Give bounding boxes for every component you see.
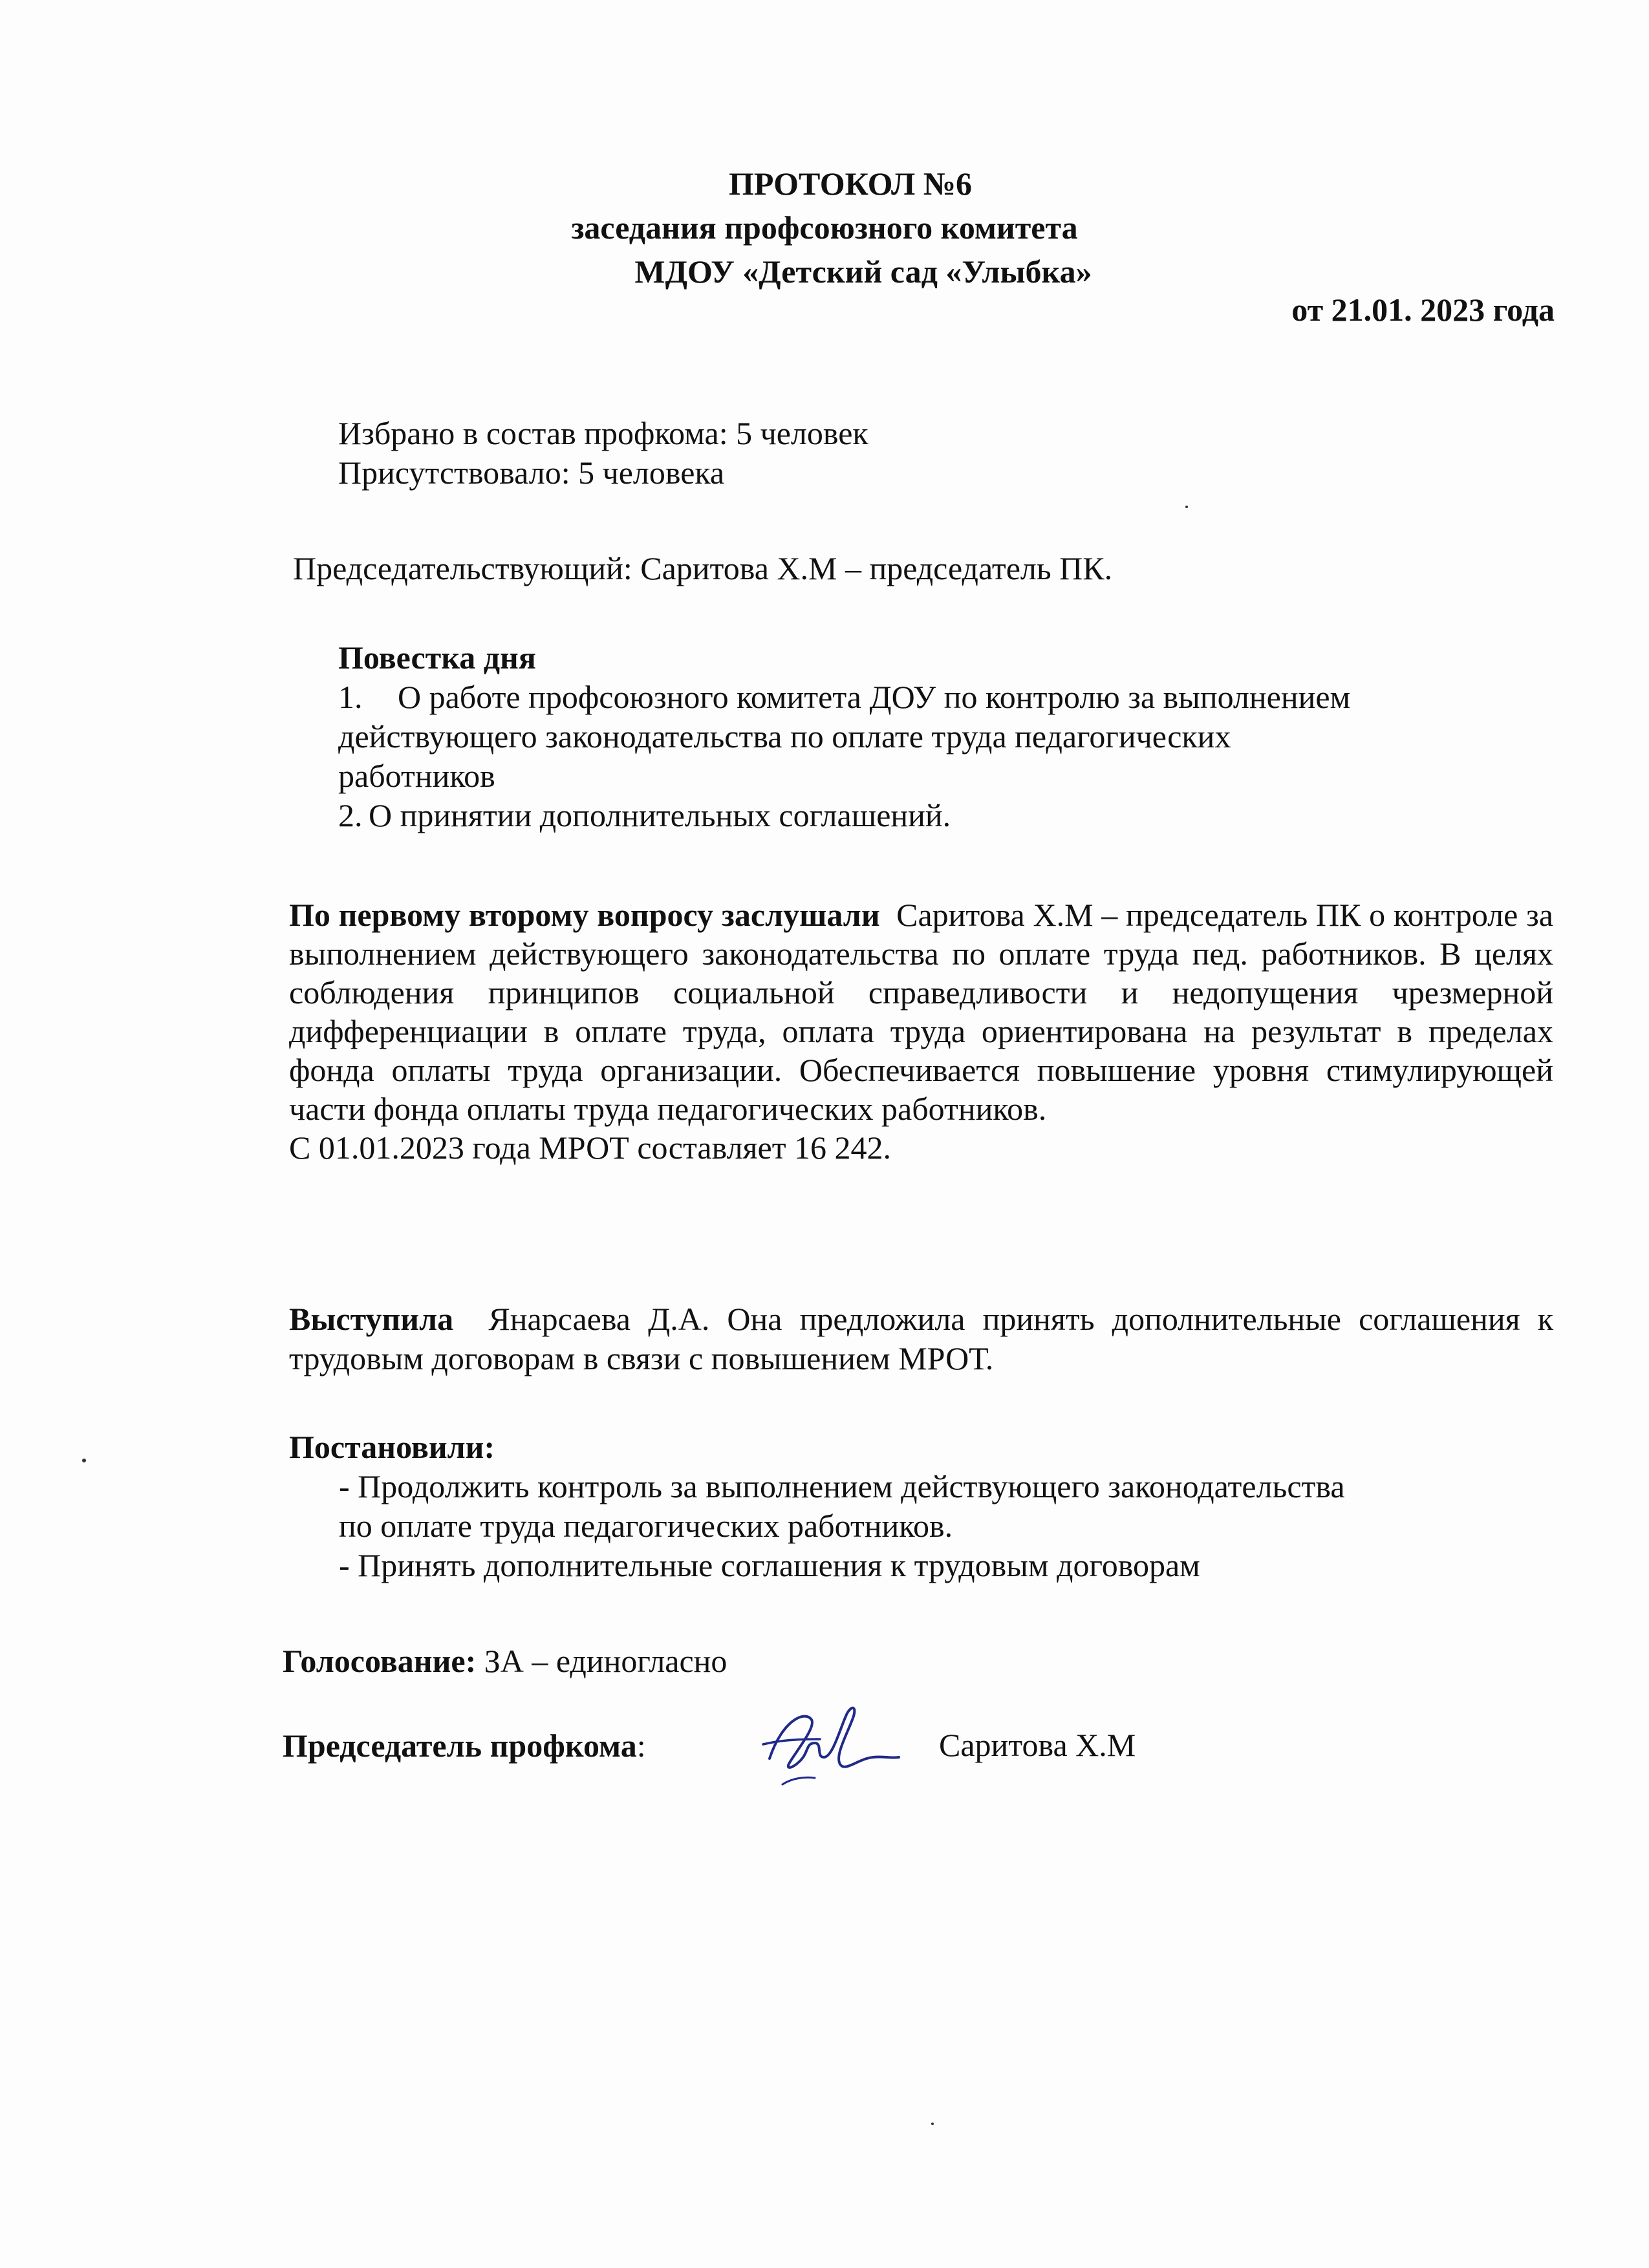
agenda-item-2-number: 2. [338, 797, 363, 833]
resolution-item-1-line-2: по оплате труда педагогических работников. [339, 1508, 953, 1544]
heard-section [289, 895, 1553, 1167]
elected-count: Избрано в состав профкома: 5 человек [338, 415, 868, 451]
agenda-item-1 [338, 678, 1560, 717]
signatory-name: Саритова Х.М [939, 1727, 1136, 1763]
speaker-label: Выступила [289, 1301, 454, 1337]
resolution-label: Постановили: [289, 1429, 495, 1465]
agenda-title: Повестка дня [338, 639, 536, 676]
speaker-section [289, 1300, 1553, 1378]
scan-speck [931, 2123, 934, 2125]
resolution-section [289, 1428, 1557, 1585]
organization-name: МДОУ «Детский сад «Улыбка» [634, 253, 1092, 290]
agenda-item-1-line-2: действующего законодательства по оплате труда педагогических [338, 718, 1231, 754]
protocol-header [0, 162, 1649, 294]
vote-label: Голосование: [283, 1643, 477, 1679]
heard-text: Саритова Х.М – председатель ПК о контроле за выполнением действующего законодательства по оплате труда пед. работников. В целях соблюдения принципов социальной справедливости и недопущения чрезмерной дифференциации в оплате труда, оплата труда ориентирована на результат в пределах фонда оплаты труда организации. Обеспечивается повышение уровня стимулирующей части фонда оплаты труда педагогических работников. [289, 897, 1553, 1127]
chairperson-line: Председательствующий: Саритова Х.М – председатель ПК. [293, 550, 1113, 586]
agenda-item-1-line-3: работников [338, 758, 495, 794]
resolution-item-2: - Принять дополнительные соглашения к трудовым договорам [339, 1547, 1200, 1583]
agenda-item-2-text: О принятии дополнительных соглашений. [369, 797, 951, 833]
vote-line [283, 1642, 727, 1681]
scan-speck [1185, 506, 1188, 508]
resolution-item-1-line-1: - Продолжить контроль за выполнением действующего законодательства [339, 1468, 1345, 1504]
attendance-block [338, 414, 868, 493]
agenda-item-1-line-1: О работе профсоюзного комитета ДОУ по контролю за выполнением [398, 679, 1351, 715]
handwritten-signature [744, 1681, 905, 1797]
signature-colon: : [636, 1728, 646, 1764]
agenda-item-2 [338, 796, 1560, 835]
agenda-item-1-number: 1. [338, 679, 363, 715]
heard-label: По первому второму вопросу заслушали [289, 897, 880, 933]
scan-speck [82, 1459, 86, 1462]
protocol-date: от 21.01. 2023 года [1291, 292, 1555, 328]
present-count: Присутствовало: 5 человека [338, 455, 725, 491]
speaker-text: Янарсаева Д.А. Она предложила принять дополнительные соглашения к трудовым договорам в связи с повышением МРОТ. [289, 1301, 1553, 1376]
mrot-statement: С 01.01.2023 года МРОТ составляет 16 242. [289, 1129, 892, 1166]
protocol-subtitle: заседания профсоюзного комитета [571, 209, 1078, 246]
protocol-title: ПРОТОКОЛ №6 [728, 166, 973, 202]
vote-result: ЗА – единогласно [484, 1643, 727, 1679]
signature-label: Председатель профкома [283, 1728, 637, 1764]
agenda-block [338, 638, 1560, 835]
